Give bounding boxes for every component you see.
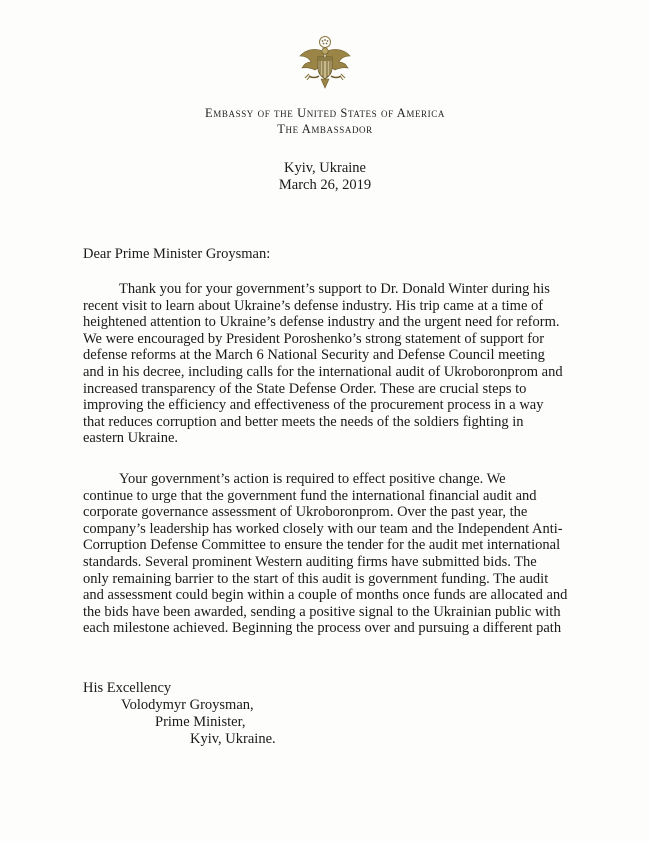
addressee-title: Prime Minister, bbox=[155, 714, 246, 730]
office-title: The Ambassador bbox=[277, 122, 373, 136]
salutation: Dear Prime Minister Groysman: bbox=[83, 246, 271, 262]
text-line: each milestone achieved. Beginning the process over and pursuing a different path bbox=[83, 620, 562, 637]
addressee-name: Volodymyr Groysman, bbox=[121, 697, 254, 713]
text-line: Your government’s action is required to effect positive change. We bbox=[119, 471, 506, 487]
text-line: company’s leadership has worked closely with our team and the Independent Anti- bbox=[83, 520, 563, 537]
text-line: that reduces corruption and better meets the needs of the soldiers fighting in bbox=[83, 413, 524, 430]
embassy-name: Embassy of the United States of America bbox=[205, 106, 445, 120]
text-line: eastern Ukraine. bbox=[83, 430, 179, 447]
text-line: heightened attention to Ukraine’s defense industry and the urgent need for reform. bbox=[83, 314, 560, 331]
addressee-location: Kyiv, Ukraine. bbox=[190, 731, 276, 747]
text-line: and assessment could begin within a couple of months once funds are allocated and bbox=[83, 587, 568, 604]
text-line: and in his decree, including calls for the international audit of Ukroboronprom and bbox=[83, 363, 563, 380]
text-line: defense reforms at the March 6 National Security and Defense Council meeting bbox=[83, 347, 545, 364]
eagle-seal-icon bbox=[297, 36, 353, 94]
text-line: Thank you for your government’s support to Dr. Donald Winter during his bbox=[119, 281, 550, 297]
text-line: the bids have been awarded, sending a positive signal to the Ukrainian public with bbox=[83, 603, 561, 620]
addressee-honorific: His Excellency bbox=[83, 680, 172, 696]
text-line: only remaining barrier to the start of this audit is government funding. The audit bbox=[83, 570, 549, 587]
text-line: We were encouraged by President Poroshenko’s strong statement of support for bbox=[83, 330, 545, 347]
text-line: standards. Several prominent Western auditing firms have submitted bids. The bbox=[83, 553, 537, 570]
text-line: continue to urge that the government fund the international financial audit and bbox=[83, 487, 537, 504]
text-line: recent visit to learn about Ukraine’s defense industry. His trip came at a time of bbox=[83, 297, 544, 314]
body-paragraph-1 bbox=[83, 281, 603, 447]
place-line: Kyiv, Ukraine bbox=[283, 160, 366, 176]
text-line: corporate governance assessment of Ukroboronprom. Over the past year, the bbox=[83, 504, 528, 521]
text-line: improving the efficiency and effectiveness of the procurement process in a way bbox=[83, 397, 544, 414]
text-line: Corruption Defense Committee to ensure the tender for the audit met international bbox=[83, 537, 561, 554]
date-line: March 26, 2019 bbox=[278, 177, 372, 193]
body-paragraph-2 bbox=[83, 471, 603, 637]
text-line: increased transparency of the State Defense Order. These are crucial steps to bbox=[83, 380, 527, 397]
